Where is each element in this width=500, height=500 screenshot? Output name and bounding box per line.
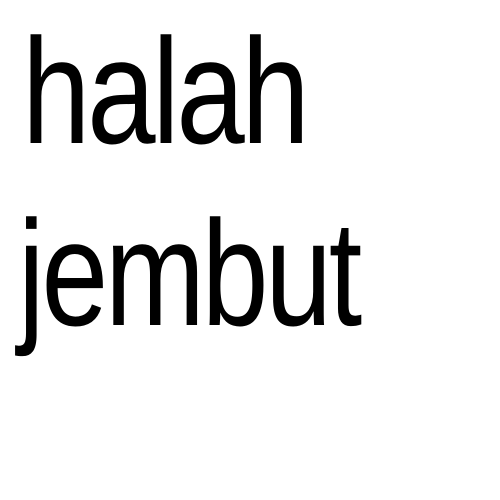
- text-line-halah: halah: [22, 7, 307, 175]
- text-line-jembut: jembut: [18, 189, 359, 357]
